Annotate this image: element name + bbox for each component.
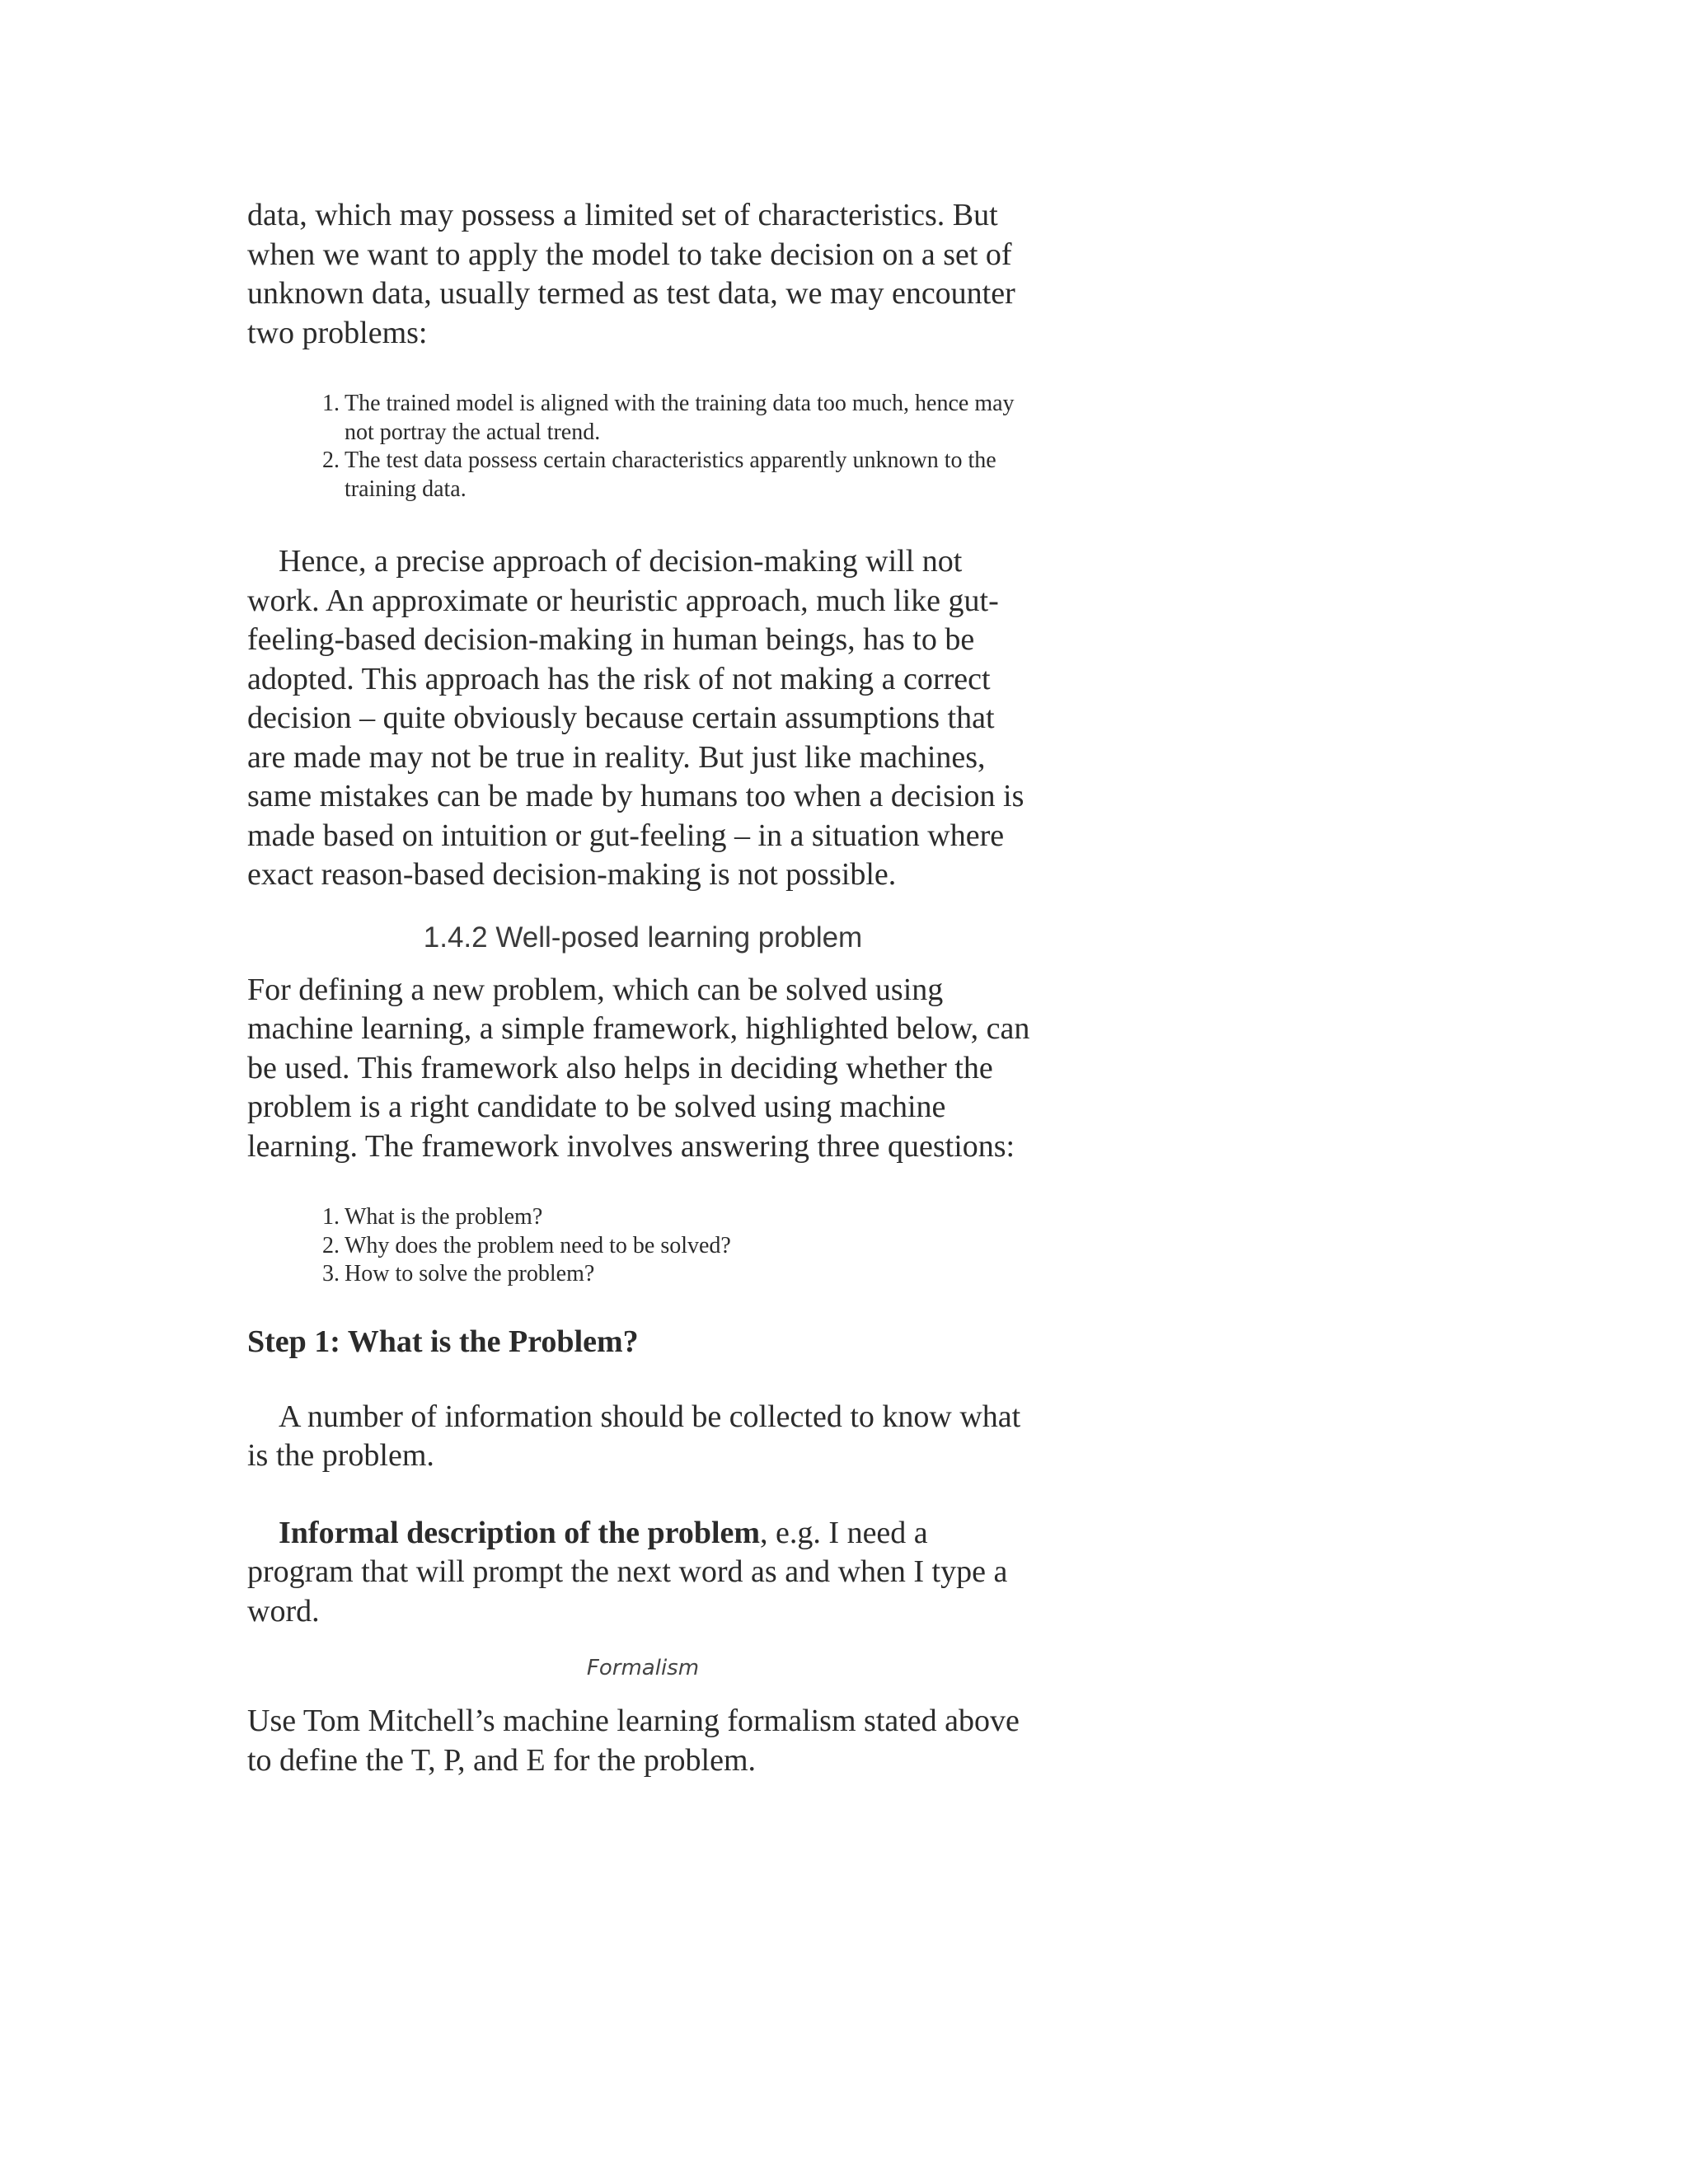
- list-number: 1.: [322, 1204, 340, 1230]
- list-item-text: The test data possess certain characteristics apparently unknown to the training data.: [345, 448, 996, 502]
- paragraph-text: , e.g. I need a program that will prompt the next word as and when I type a word.: [247, 1515, 1008, 1629]
- section-heading: 1.4.2 Well-posed learning problem: [423, 921, 863, 954]
- paragraph-collect-information: A number of information should be collected to know what is the problem.: [247, 1399, 1021, 1473]
- list-item: [322, 1203, 1039, 1232]
- problems-list: [247, 390, 1039, 504]
- list-item: [322, 1260, 1039, 1289]
- list-number: 2.: [322, 448, 340, 473]
- list-item: [322, 1232, 1039, 1261]
- list-item-text: Why does the problem need to be solved?: [345, 1232, 731, 1258]
- list-number: 3.: [322, 1261, 340, 1286]
- paragraph-framework: For defining a new problem, which can be solved using machine learning, a simple framework, highlighted below, can be used. This framework also helps in deciding whether the problem is a right candidate to be solved using machine learning. The framework involves answering three questions:: [247, 972, 1030, 1164]
- step-heading: Step 1: What is the Problem?: [247, 1324, 639, 1359]
- paragraph-informal-description: [247, 1514, 1039, 1632]
- list-item-text: What is the problem?: [345, 1204, 543, 1230]
- questions-list: [247, 1203, 1039, 1289]
- formalism-caption: Formalism: [586, 1656, 700, 1680]
- list-number: 1.: [322, 391, 340, 416]
- document-page: [247, 196, 1039, 1780]
- list-item: [322, 390, 1039, 447]
- paragraph-heuristic-approach: Hence, a precise approach of decision-making will not work. An approximate or heuristic approach, much like gut-feeling-based decision-making in human beings, has to be adopted. This approach has the risk of not making a correct decision – quite obviously because certain assumptions that are made may not be true in reality. But just like machines, same mistakes can be made by humans too when a decision is made based on intuition or gut-feeling – in a situation where exact reason-based decision-making is not possible.: [247, 544, 1025, 892]
- list-item-text: How to solve the problem?: [345, 1261, 595, 1286]
- bold-term: Informal description of the problem: [279, 1515, 761, 1550]
- paragraph-training-data: data, which may possess a limited set of characteristics. But when we want to apply the model to take decision on a set of unknown data, usually termed as test data, we may encounter two problems:: [247, 198, 1015, 350]
- list-item: [322, 447, 1039, 504]
- list-item-text: The trained model is aligned with the training data too much, hence may not portray the actual trend.: [345, 391, 1015, 445]
- paragraph-mitchell-formalism: Use Tom Mitchell’s machine learning formalism stated above to define the T, P, and E for the problem.: [247, 1704, 1020, 1778]
- list-number: 2.: [322, 1232, 340, 1258]
